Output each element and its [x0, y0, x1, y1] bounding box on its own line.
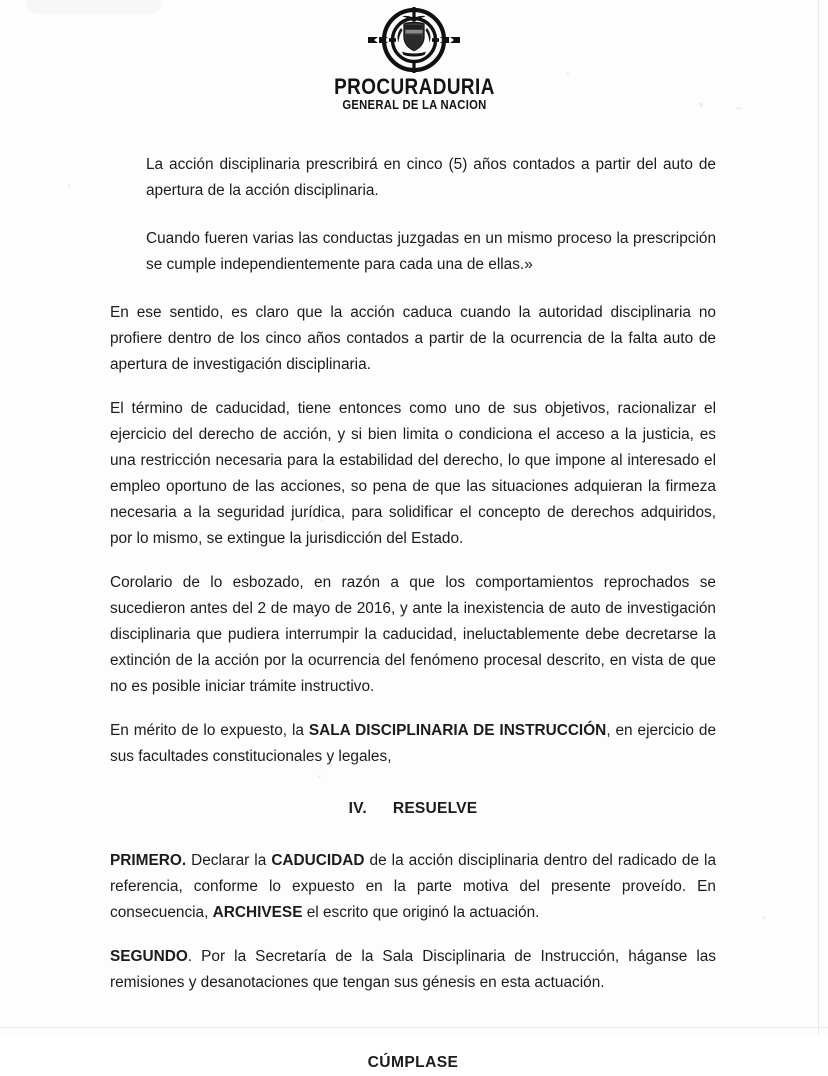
merit-paragraph — [110, 718, 716, 770]
text-run: . Por la Secretaría de la Sala Disciplinaria de Instrucción, háganse las remisiones y desanotaciones que tengan sus génesis en esta actuación. — [110, 948, 716, 991]
resolution-label: PRIMERO. — [110, 852, 187, 869]
body-paragraph: Corolario de lo esbozado, en razón a que los comportamientos reprochados se sucedieron antes del 2 de mayo de 2016, y ante la inexistencia de auto de investigación disciplinaria que pudiera interrumpir la caducidad, ineluctablemente debe decretarse la extinción de la acción por la ocurrencia del fenómeno procesal descrito, en vista de que no es posible iniciar trámite instructivo. — [110, 574, 716, 695]
quoted-paragraph: Cuando fueren varias las conductas juzgadas en un mismo proceso la prescripción se cumple independientemente para cada una de ellas.» — [146, 230, 716, 273]
resolution-body — [110, 948, 716, 991]
organization-subtitle: GENERAL DE LA NACION — [341, 98, 487, 112]
resolution-label: SEGUNDO — [110, 948, 188, 965]
section-numeral: IV. — [348, 800, 367, 817]
spacer — [110, 552, 716, 570]
page-edge-right — [818, 0, 819, 1035]
quoted-paragraph: La acción disciplinaria prescribirá en cinco (5) años contados a partir del auto de apertura de la acción disciplinaria. — [146, 156, 716, 199]
resolution-body — [110, 852, 716, 921]
organization-wordmark — [321, 76, 508, 112]
organization-name: PROCURADURIA — [333, 74, 495, 99]
spacer — [110, 700, 716, 718]
merit-text-after: , en ejercicio de sus facultades constitucionales y legales, — [110, 722, 716, 765]
spacer — [110, 770, 716, 796]
spacer — [110, 378, 716, 396]
emphasised-term: CADUCIDAD — [271, 852, 365, 869]
document-body — [110, 152, 716, 1076]
body-paragraph: En ese sentido, es claro que la acción caduca cuando la autoridad disciplinaria no profiere dentro de los cinco años contados a partir de la ocurrencia de la falta auto de apertura de investigación disciplinaria. — [110, 304, 716, 373]
body-paragraph: El término de caducidad, tiene entonces como uno de sus objetivos, racionalizar el ejercicio del derecho de acción, y si bien limita o condiciona el acceso a la justicia, es una restricción necesaria para la estabilidad del derecho, lo que impone al interesado el empleo oportuno de las acciones, so pena de que las situaciones adquieran la firmeza necesaria a la seguridad jurídica, para solidificar el concepto de derechos adquiridos, por lo mismo, se extingue la jurisdicción del Estado. — [110, 400, 716, 547]
emphasised-term: ARCHIVESE — [212, 904, 303, 921]
section-title: RESUELVE — [392, 800, 478, 817]
text-run: Declarar la — [186, 852, 272, 869]
letterhead — [0, 6, 828, 112]
spacer — [110, 278, 716, 300]
colombia-coat-of-arms-target-emblem — [366, 6, 462, 74]
closing-statement: CÚMPLASE — [367, 1054, 459, 1071]
section-heading — [110, 796, 716, 822]
text-run: el escrito que originó la actuación. — [302, 904, 540, 921]
scan-speck — [762, 916, 765, 919]
text-run: de la acción disciplinaria dentro del radicado de la referencia, conforme lo expuesto en la parte motiva del presente proveído. En consecuencia, — [110, 852, 717, 921]
spacer — [110, 996, 716, 1050]
spacer — [110, 926, 716, 944]
resolution-segundo — [110, 944, 716, 996]
spacer — [110, 204, 716, 226]
spacer — [110, 822, 716, 848]
scan-speck — [68, 184, 71, 187]
merit-text-before: En mérito de lo expuesto, la — [110, 722, 309, 739]
sala-disciplinaria-emphasis: SALA DISCIPLINARIA DE INSTRUCCIÓN — [308, 722, 607, 739]
resolution-primero — [110, 848, 716, 926]
